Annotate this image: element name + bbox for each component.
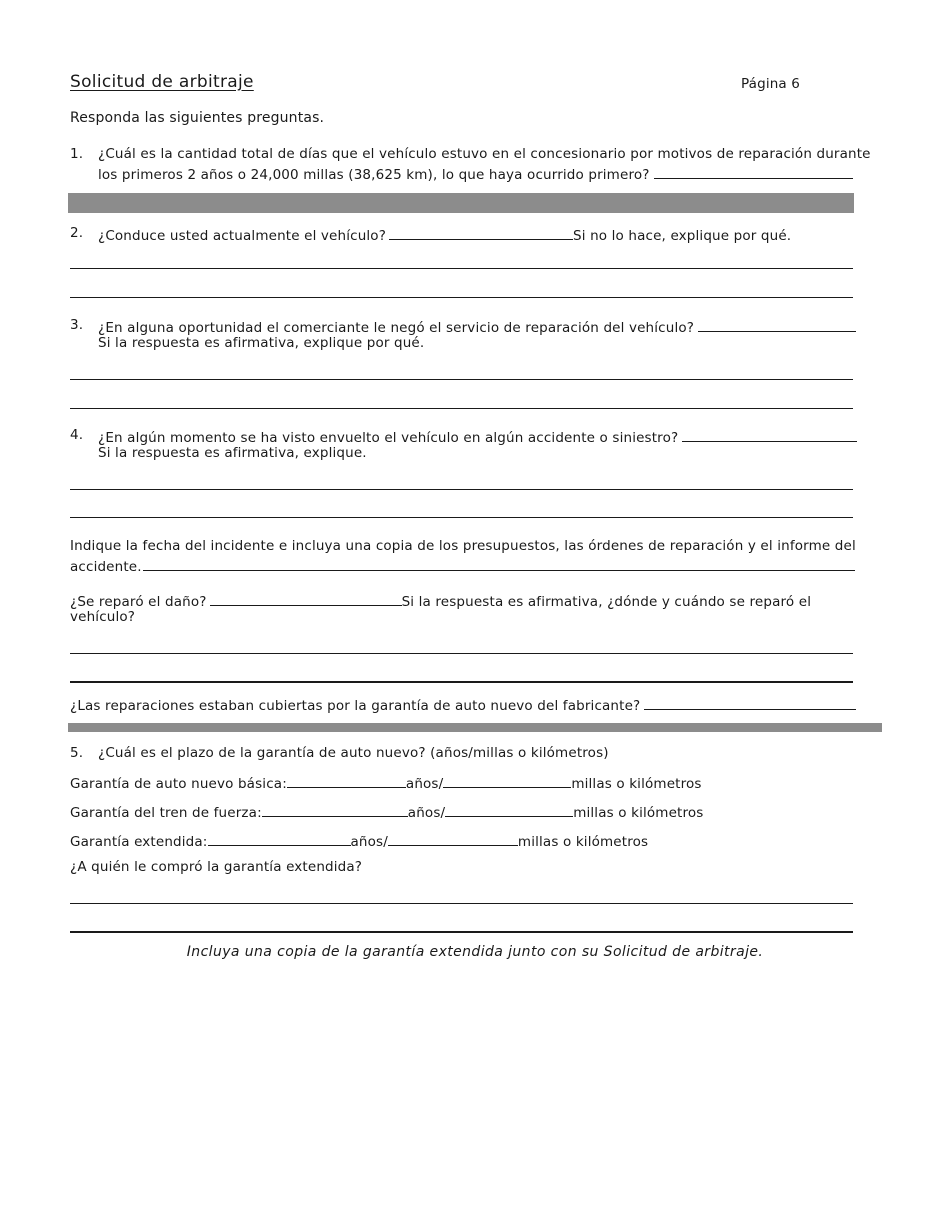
damage-repaired-answer-line-1[interactable] — [70, 653, 853, 654]
damage-repaired-answer-line-2[interactable] — [70, 681, 853, 683]
question-1-line-1: ¿Cuál es la cantidad total de días que el vehículo estuvo en el concesionario por motivos de reparación durante — [98, 146, 871, 162]
question-1-text: los primeros 2 años o 24,000 millas (38,625 km), lo que haya ocurrido primero? — [98, 167, 650, 183]
miles-label: millas o kilómetros — [517, 834, 649, 850]
warranty-covered-answer-blank[interactable] — [644, 695, 856, 710]
question-2-text: ¿Conduce usted actualmente el vehículo? — [98, 228, 387, 244]
miles-label: millas o kilómetros — [573, 805, 704, 821]
purchased-from-answer-line-2[interactable] — [70, 931, 853, 933]
question-4-followup: Si la respuesta es afirmativa, explique. — [98, 445, 367, 461]
section-divider-band-2 — [68, 723, 882, 732]
damage-repaired-row — [70, 591, 811, 610]
question-1-number: 1. — [70, 146, 84, 162]
instructions-text: Responda las siguientes preguntas. — [70, 110, 325, 126]
question-2-answer-line-1[interactable] — [70, 268, 853, 269]
incident-instructions-line-2 — [70, 556, 855, 575]
warranty-covered-row — [70, 695, 856, 714]
warranty-row-extended — [70, 831, 648, 850]
years-label: años/ — [350, 834, 388, 850]
warranty-row-label: Garantía de auto nuevo básica: — [70, 776, 287, 792]
warranty-extended-years-blank[interactable] — [208, 831, 351, 846]
warranty-powertrain-miles-blank[interactable] — [445, 802, 573, 817]
warranty-covered-question: ¿Las reparaciones estaban cubiertas por la garantía de auto nuevo del fabricante? — [70, 698, 641, 714]
extended-warranty-purchased-from: ¿A quién le compró la garantía extendida? — [70, 859, 363, 875]
warranty-row-basic — [70, 773, 702, 792]
miles-label: millas o kilómetros — [571, 776, 702, 792]
footer-note: Incluya una copia de la garantía extendida junto con su Solicitud de arbitraje. — [186, 944, 764, 960]
page-number: Página 6 — [741, 76, 801, 92]
question-4-answer-blank[interactable] — [682, 427, 857, 442]
warranty-row-label: Garantía extendida: — [70, 834, 208, 850]
question-4-text: ¿En algún momento se ha visto envuelto el vehículo en algún accidente o siniestro? — [98, 430, 679, 446]
question-3-text: ¿En alguna oportunidad el comerciante le negó el servicio de reparación del vehículo? — [98, 320, 695, 336]
damage-repaired-followup: Si la respuesta es afirmativa, ¿dónde y cuándo se reparó el — [401, 594, 812, 610]
warranty-basic-miles-blank[interactable] — [443, 773, 571, 788]
question-4-row — [98, 427, 857, 446]
damage-repaired-answer-blank[interactable] — [210, 591, 402, 606]
question-3-answer-line-1[interactable] — [70, 379, 853, 380]
question-4-answer-line-1[interactable] — [70, 489, 853, 490]
years-label: años/ — [405, 776, 444, 792]
question-2-number: 2. — [70, 225, 84, 241]
question-3-row — [98, 317, 856, 336]
question-3-answer-line-2[interactable] — [70, 408, 853, 409]
question-2-followup: Si no lo hace, explique por qué. — [573, 228, 792, 244]
warranty-row-powertrain — [70, 802, 703, 821]
page-title: Solicitud de arbitraje — [70, 72, 254, 92]
damage-repaired-followup-cont: vehículo? — [70, 609, 136, 625]
incident-instructions-text: accidente. — [70, 559, 142, 575]
question-1-line-2 — [98, 164, 853, 183]
warranty-extended-miles-blank[interactable] — [388, 831, 518, 846]
question-2-answer-line-2[interactable] — [70, 297, 853, 298]
incident-answer-blank[interactable] — [143, 556, 855, 571]
question-1-answer-blank[interactable] — [654, 164, 853, 179]
question-4-number: 4. — [70, 427, 84, 443]
question-2-answer-blank[interactable] — [389, 225, 573, 240]
purchased-from-answer-line-1[interactable] — [70, 903, 853, 904]
years-label: años/ — [407, 805, 446, 821]
warranty-basic-years-blank[interactable] — [287, 773, 406, 788]
question-4-answer-line-2[interactable] — [70, 517, 853, 518]
question-5-text: ¿Cuál es el plazo de la garantía de auto nuevo? (años/millas o kilómetros) — [98, 745, 609, 761]
damage-repaired-question: ¿Se reparó el daño? — [70, 594, 207, 610]
question-3-answer-blank[interactable] — [698, 317, 856, 332]
warranty-row-label: Garantía del tren de fuerza: — [70, 805, 262, 821]
incident-instructions-line-1: Indique la fecha del incidente e incluya una copia de los presupuestos, las órdenes de reparación y el informe del — [70, 538, 856, 554]
question-3-followup: Si la respuesta es afirmativa, explique por qué. — [98, 335, 425, 351]
section-divider-band — [68, 193, 854, 213]
question-2-row — [98, 225, 791, 244]
question-3-number: 3. — [70, 317, 84, 333]
question-5-number: 5. — [70, 745, 84, 761]
warranty-powertrain-years-blank[interactable] — [262, 802, 408, 817]
